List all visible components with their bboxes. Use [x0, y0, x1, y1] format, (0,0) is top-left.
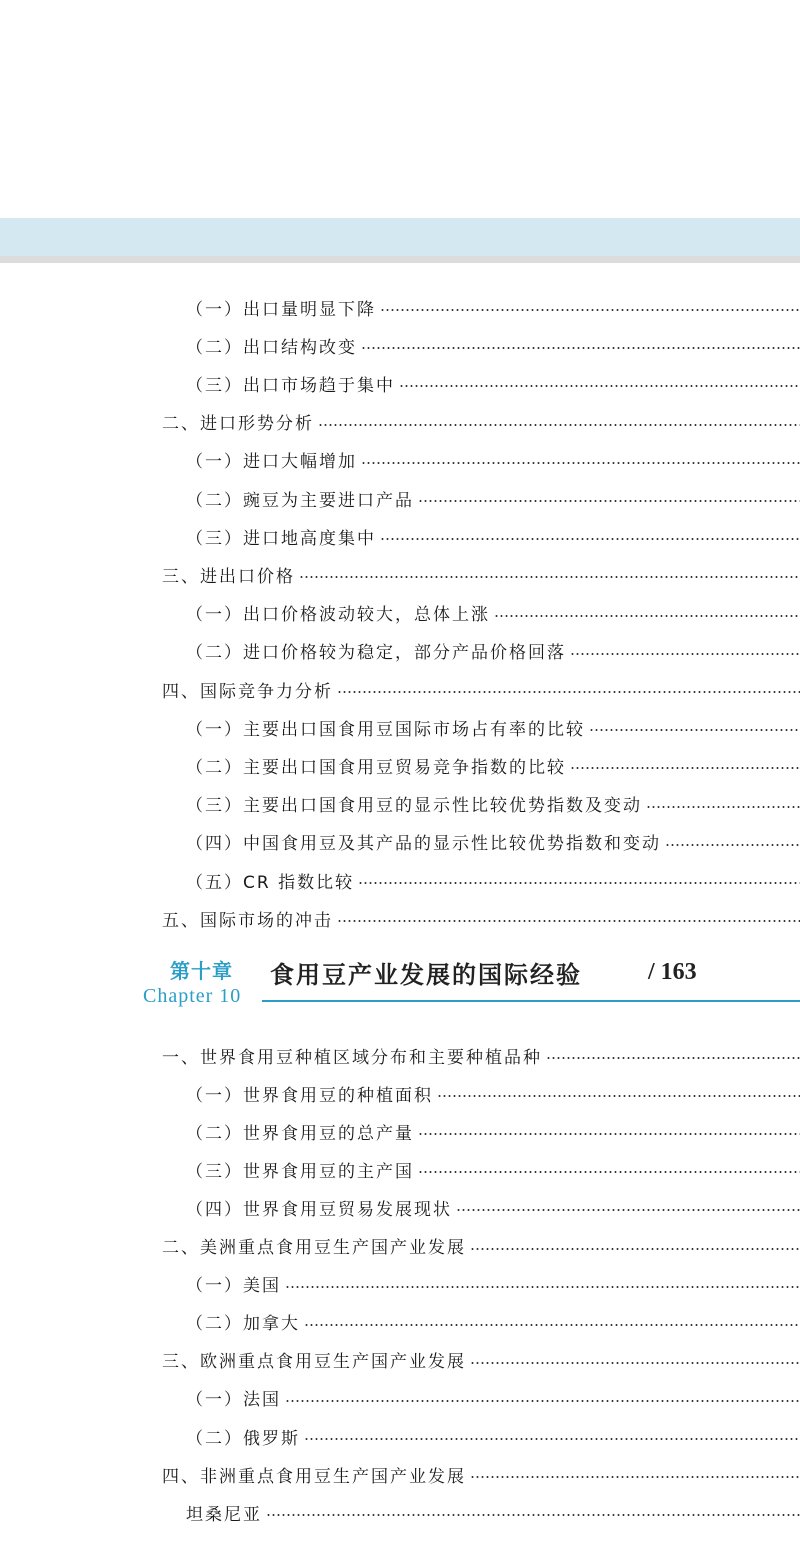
toc-dot-leader — [437, 1095, 800, 1097]
chapter-heading — [0, 945, 800, 1015]
toc-dot-leader — [418, 1133, 800, 1135]
toc-dot-leader — [304, 1438, 800, 1440]
toc-dot-leader — [589, 729, 800, 731]
chapter-title[interactable]: 食用豆产业发展的国际经验 — [270, 960, 582, 989]
toc-entry[interactable] — [162, 1040, 800, 1070]
toc-dot-leader — [418, 500, 800, 502]
toc-dot-leader — [399, 385, 800, 387]
toc-entry[interactable] — [186, 1116, 800, 1146]
toc-entry-label: （二）进口价格较为稳定，部分产品价格回落 — [186, 643, 566, 664]
toc-entry-label: （一）主要出口国食用豆国际市场占有率的比较 — [186, 719, 585, 740]
toc-entry[interactable] — [186, 368, 800, 398]
toc-entry[interactable] — [186, 789, 800, 819]
toc-dot-leader — [337, 920, 800, 922]
toc-entry-label: 四、国际竞争力分析 — [162, 681, 333, 702]
toc-entry-label: （一）美国 — [186, 1276, 281, 1297]
toc-dot-leader — [304, 1324, 800, 1326]
toc-dot-leader — [456, 1209, 800, 1211]
toc-dot-leader — [418, 1171, 800, 1173]
toc-entry[interactable] — [162, 1231, 800, 1261]
toc-entry-label: （二）主要出口国食用豆贸易竞争指数的比较 — [186, 757, 566, 778]
toc-entry[interactable] — [186, 483, 800, 513]
toc-entry-label: （一）法国 — [186, 1390, 281, 1411]
toc-entry[interactable] — [162, 1345, 800, 1375]
toc-dot-leader — [358, 882, 800, 884]
toc-entry[interactable] — [186, 827, 800, 857]
toc-entry-label: （一）世界食用豆的种植面积 — [186, 1085, 433, 1106]
chapter-english: Chapter 10 — [143, 985, 242, 1007]
toc-entry-label: （三）进口地高度集中 — [186, 528, 376, 549]
toc-entry[interactable] — [186, 750, 800, 780]
toc-entry-label: （二）俄罗斯 — [186, 1428, 300, 1449]
toc-dot-leader — [266, 1514, 800, 1516]
toc-dot-leader — [380, 309, 800, 311]
toc-entry[interactable] — [186, 712, 800, 742]
toc-dot-leader — [337, 691, 800, 693]
toc-entry-label: （一）出口量明显下降 — [186, 299, 376, 320]
toc-entry[interactable] — [186, 1497, 800, 1527]
toc-entry-label: 二、美洲重点食用豆生产国产业发展 — [162, 1238, 466, 1258]
toc-entry[interactable] — [186, 330, 800, 360]
toc-entry[interactable] — [162, 559, 800, 589]
toc-entry[interactable] — [186, 636, 800, 666]
toc-entry-label: 二、进口形势分析 — [162, 414, 314, 435]
toc-entry[interactable] — [186, 1192, 800, 1222]
toc-entry[interactable] — [186, 1154, 800, 1184]
toc-entry-label: （五）CR 指数比较 — [186, 872, 355, 893]
toc-dot-leader — [361, 462, 800, 464]
toc-entry-label: （三）出口市场趋于集中 — [186, 375, 395, 396]
toc-dot-leader — [546, 1057, 800, 1059]
toc-entry[interactable] — [186, 865, 800, 895]
toc-entry-label: （四）世界食用豆贸易发展现状 — [186, 1199, 452, 1220]
toc-dot-leader — [665, 844, 800, 846]
toc-entry-label: 一、世界食用豆种植区域分布和主要种植品种 — [162, 1047, 542, 1068]
toc-dot-leader — [361, 347, 800, 349]
toc-entry[interactable] — [186, 1269, 800, 1299]
toc-entry[interactable] — [186, 292, 800, 322]
toc-entry-label: （二）加拿大 — [186, 1314, 300, 1335]
toc-entry-label: 坦桑尼亚 — [186, 1504, 262, 1525]
toc-entry[interactable] — [162, 903, 800, 933]
toc-entry[interactable] — [162, 407, 800, 437]
toc-dot-leader — [570, 653, 800, 655]
toc-entry-label: （三）主要出口国食用豆的显示性比较优势指数及变动 — [186, 796, 642, 817]
toc-entry[interactable] — [186, 521, 800, 551]
toc-entry[interactable] — [186, 1421, 800, 1451]
chapter-number: 第十章 — [170, 959, 233, 983]
toc-entry-label: 三、进出口价格 — [162, 566, 295, 587]
toc-dot-leader — [470, 1248, 800, 1250]
toc-entry-label: （一）出口价格波动较大，总体上涨 — [186, 605, 490, 626]
chapter-rule — [262, 1000, 800, 1002]
toc-entry-label: 五、国际市场的冲击 — [162, 910, 333, 931]
toc-entry-label: （三）世界食用豆的主产国 — [186, 1161, 414, 1182]
toc-entry-label: （二）世界食用豆的总产量 — [186, 1123, 414, 1144]
toc-dot-leader — [494, 615, 800, 617]
toc-entry-label: （二）豌豆为主要进口产品 — [186, 490, 414, 511]
toc-entry-label: （二）出口结构改变 — [186, 337, 357, 358]
toc-entry[interactable] — [186, 1307, 800, 1337]
toc-entry-label: 三、欧洲重点食用豆生产国产业发展 — [162, 1352, 466, 1373]
toc-dot-leader — [380, 538, 800, 540]
toc-entry[interactable] — [186, 1078, 800, 1108]
toc-entry[interactable] — [186, 1383, 800, 1413]
toc-dot-leader — [470, 1476, 800, 1478]
toc-dot-leader — [285, 1286, 800, 1288]
toc-entry-label: （四）中国食用豆及其产品的显示性比较优势指数和变动 — [186, 834, 661, 855]
toc-dot-leader — [299, 576, 800, 578]
toc-dot-leader — [646, 806, 800, 808]
chapter-page-number: / 163 — [648, 959, 697, 985]
toc-entry[interactable] — [186, 598, 800, 628]
toc-entry-label: （一）进口大幅增加 — [186, 452, 357, 473]
toc-dot-leader — [470, 1362, 800, 1364]
toc-entry[interactable] — [162, 1459, 800, 1489]
toc-entry[interactable] — [162, 674, 800, 704]
toc-dot-leader — [318, 424, 800, 426]
toc-dot-leader — [285, 1400, 800, 1402]
toc-entry[interactable] — [186, 445, 800, 475]
toc-entry-label: 四、非洲重点食用豆生产国产业发展 — [162, 1466, 466, 1487]
toc-dot-leader — [570, 767, 800, 769]
